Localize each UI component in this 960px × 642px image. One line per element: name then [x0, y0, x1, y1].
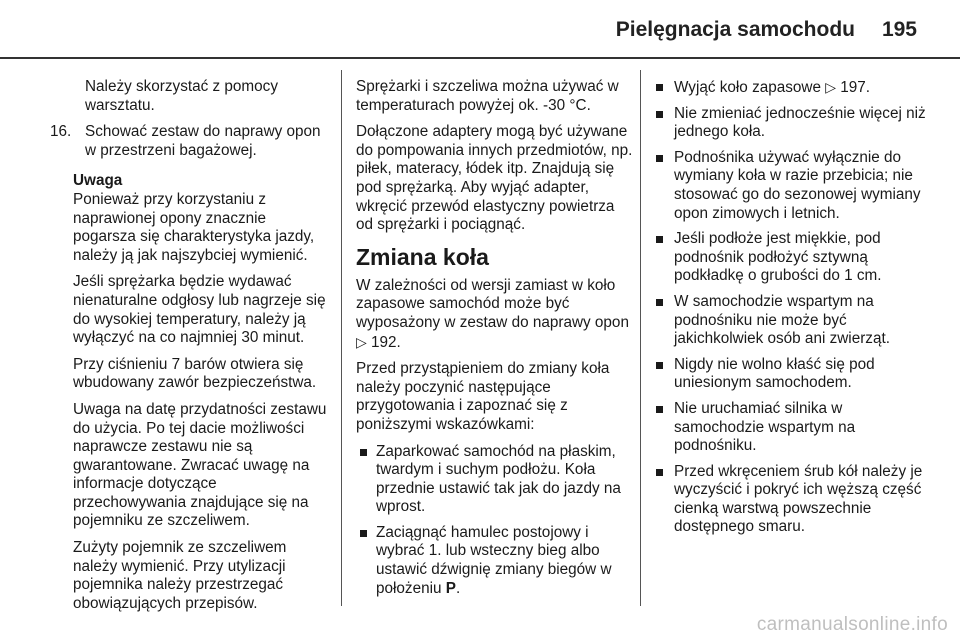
step-text: Schować zestaw do naprawy opon w przestrzeni bagażowej. [85, 123, 321, 159]
paragraph: Sprężarki i szczeliwa można używać w temperaturach powyżej ok. -30 °C. [356, 78, 619, 114]
page-ref-arrow-icon: ▷ [825, 79, 836, 95]
bullet-square-icon [656, 155, 663, 162]
intro-paragraph: W zależności od wersji zamiast w koło zapasowe samochód może być wyposażony w zestaw do naprawy opon ▷ 192. [356, 276, 629, 351]
bullet-square-icon [360, 449, 367, 456]
list-item: Nie zmieniać jednocześnie więcej niż jednego koła. [652, 105, 927, 142]
list-item: Zaciągnąć hamulec postojowy i wybrać 1. lub wsteczny bieg albo ustawić dźwignię zmiany biegów w położeniu P. [356, 524, 634, 598]
list-item: Podnośnika używać wyłącznie do wymiany koła w razie przebicia; nie stosować go do sezonowej wymiany opon zimowych i letnich. [652, 149, 927, 223]
step-16 [50, 123, 330, 160]
paragraph: Uwaga na datę przydatności zestawu do użycia. Po tej dacie możliwości naprawcze zestawu nie są gwarantowane. Zwracać uwagę na informacje dotyczące przechowywania znajdujące się na pojemniku ze szczeliwem. [73, 400, 327, 530]
bullet-list [356, 443, 634, 599]
list-item: Wyjąć koło zapasowe ▷ 197. [652, 78, 927, 98]
page-ref-arrow-icon: ▷ [356, 333, 367, 350]
bullet-square-icon [656, 406, 663, 413]
bullet-square-icon [656, 236, 663, 243]
column-divider-1 [341, 70, 342, 606]
column-3 [652, 78, 927, 544]
page-header [0, 0, 960, 58]
list-item: W samochodzie wspartym na podnośniku nie może być jakichkolwiek osób ani zwierząt. [652, 293, 927, 349]
paragraph: Jeśli sprężarka będzie wydawać nienaturalne odgłosy lub nagrzeje się do wysokiej temperatury, należy ją wyłączyć na co najmniej 30 minut. [73, 273, 326, 347]
list-item: Przed wkręceniem śrub kół należy je wyczyścić i pokryć ich węższą część cienką warstwą powszechnie dostępnego smaru. [652, 463, 927, 537]
step-number: 16. [50, 123, 72, 141]
list-item: Jeśli podłoże jest miękkie, pod podnośnik podłożyć sztywną podkładkę o grubości do 1 cm. [652, 230, 927, 286]
page-number: 195 [881, 18, 917, 41]
paragraph: Dołączone adaptery mogą być używane do pompowania innych przedmiotów, np. piłek, materacy, łódek itp. Znajdują się pod sprężarką. Aby wyjąć adapter, wkręcić przewód elastyczny powietrza od sprężarki i pociągnąć. [356, 123, 633, 234]
bullet-square-icon [656, 84, 663, 91]
bullet-square-icon [656, 362, 663, 369]
header-divider [0, 57, 960, 59]
page-ref: 192. [371, 333, 401, 351]
paragraph: Zużyty pojemnik ze szczeliwem należy wymienić. Przy utylizacji pojemnika należy przestrzegać obowiązujących przepisów. [73, 539, 287, 612]
watermark: carmanualsonline.info [756, 614, 948, 635]
note-heading: Uwaga [73, 172, 123, 190]
column-2 [356, 78, 634, 605]
note-text: Ponieważ przy korzystaniu z naprawionej opony znacznie pogarsza się charakterystyka jazdy, należy ją jak najszybciej wymienić. [73, 190, 315, 264]
column-1 [50, 78, 330, 621]
page-ref: 197. [840, 79, 871, 96]
bullet-square-icon [656, 299, 663, 306]
bullet-square-icon [656, 469, 663, 476]
note-block [50, 172, 330, 613]
paragraph: Przed przystąpieniem do zmiany koła należy poczynić następujące przygotowania i zapoznać się z poniższymi wskazówkami: [356, 360, 610, 433]
list-item: Nigdy nie wolno kłaść się pod uniesionym samochodem. [652, 356, 927, 393]
list-item: Nie uruchamiać silnika w samochodzie wspartym na podnośniku. [652, 400, 927, 456]
bullet-square-icon [360, 530, 367, 537]
section-title: Zmiana koła [356, 243, 489, 270]
paragraph: Przy ciśnieniu 7 barów otwiera się wbudowany zawór bezpieczeństwa. [73, 355, 317, 392]
bullet-list [652, 78, 927, 537]
page-title: Pielęgnacja samochodu [615, 18, 855, 41]
list-item: Zaparkować samochód na płaskim, twardym i suchym podłożu. Koła przednie ustawić tak jak do jazdy na wprost. [356, 443, 634, 517]
column-divider-2 [640, 70, 641, 606]
bullet-square-icon [656, 111, 663, 118]
step15-continuation: Należy skorzystać z pomocy warsztatu. [85, 78, 278, 114]
